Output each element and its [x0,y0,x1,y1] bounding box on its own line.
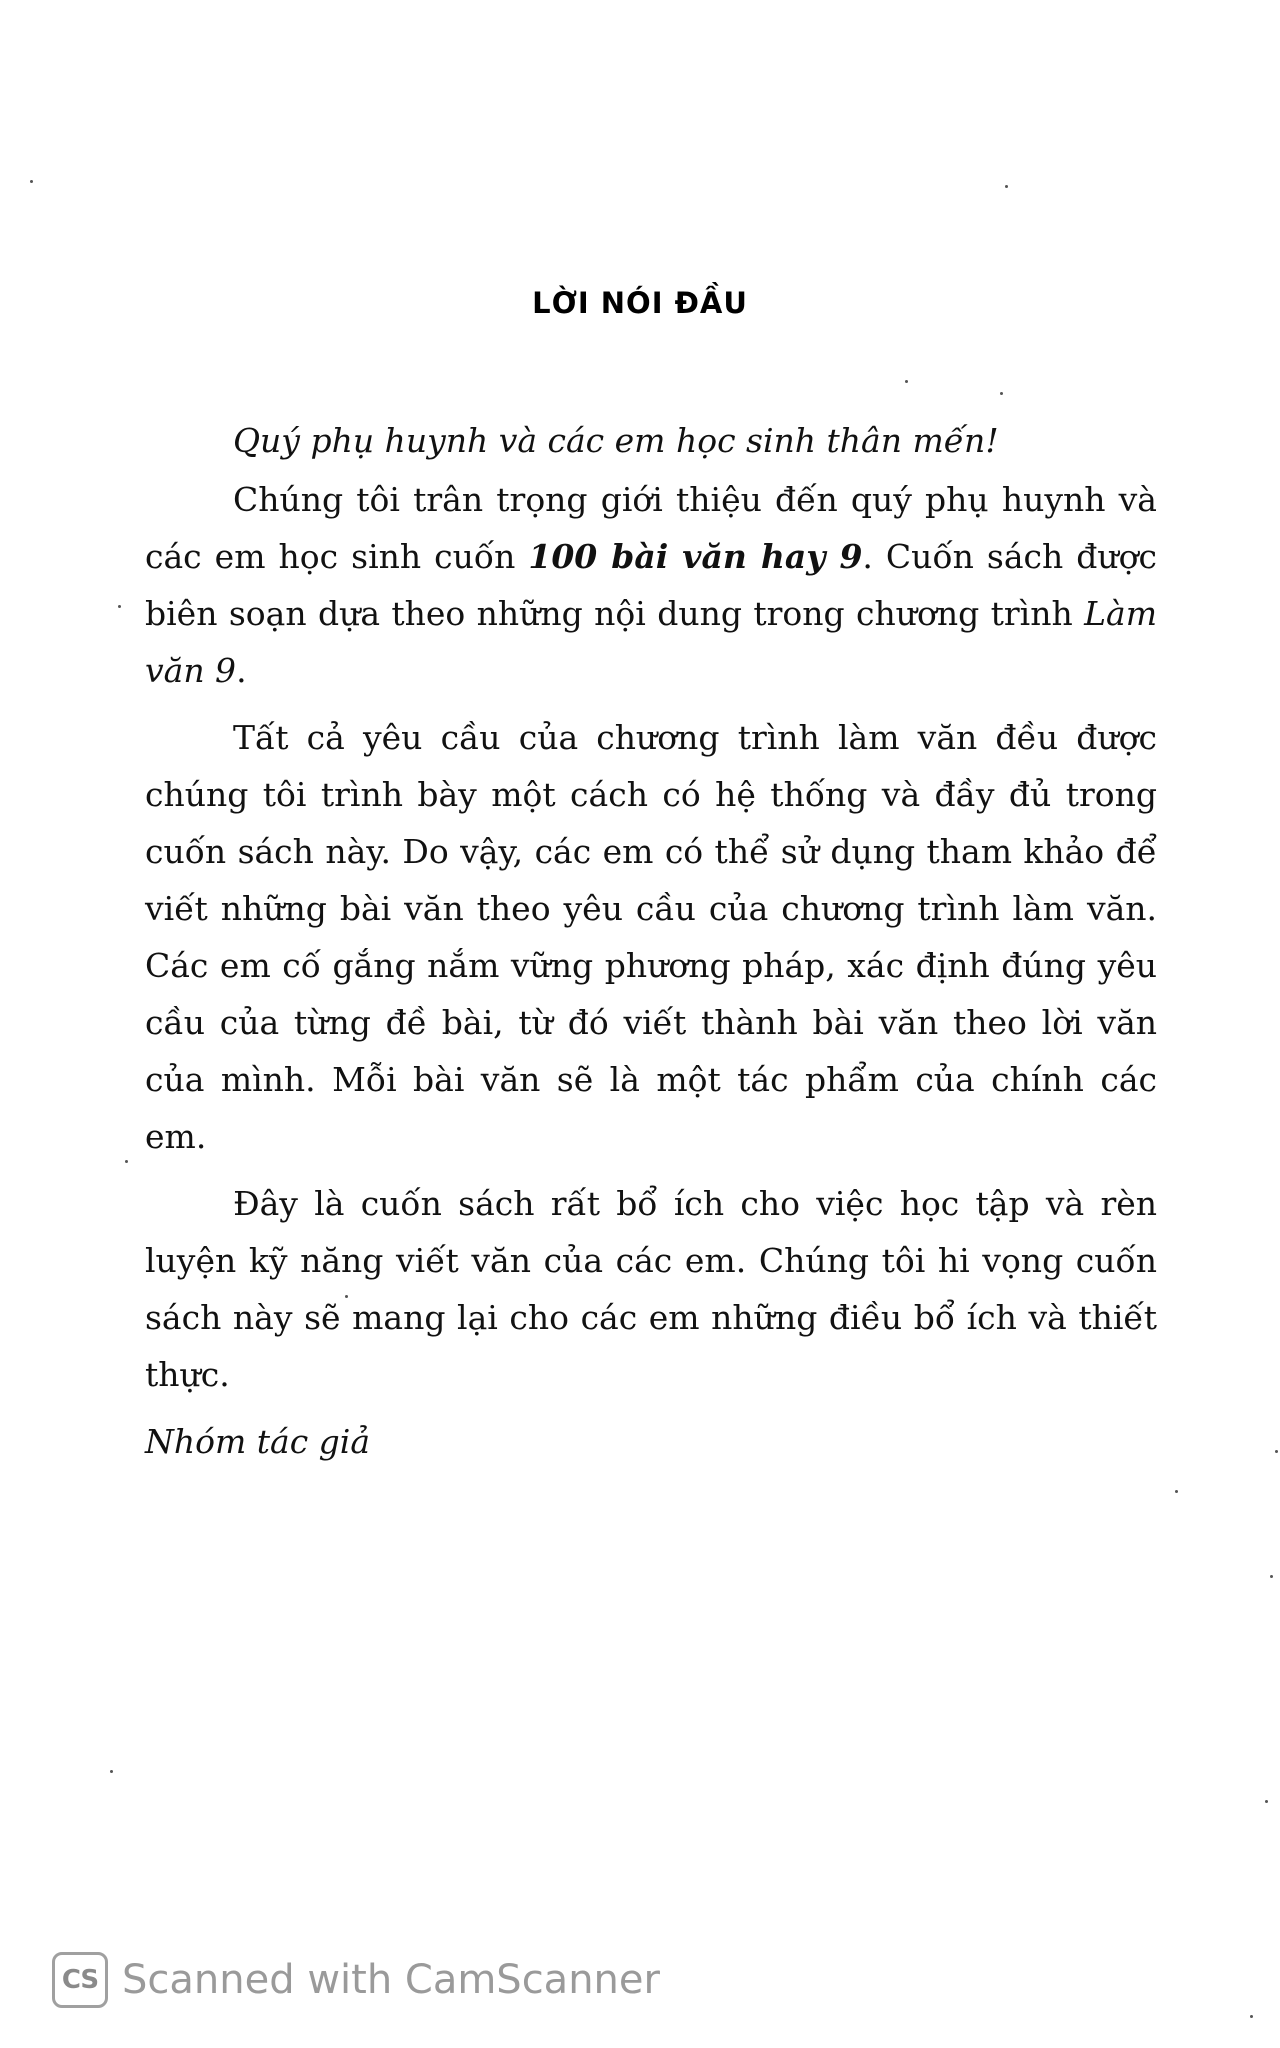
scan-speck [345,1295,348,1298]
scan-speck [1265,1800,1268,1803]
paragraph-intro [145,471,1157,699]
camscanner-logo-icon: CS [52,1952,108,2008]
paragraph-closing: Đây là cuốn sách rất bổ ích cho việc học tập và rèn luyện kỹ năng viết văn của các em. Chúng tôi hi vọng cuốn sách này sẽ mang lại cho các em những điều bổ ích và thiết thực. [145,1184,1157,1394]
intro-text-before: Chúng tôi trân trọng giới thiệu đến quý phụ huynh và các em học sinh cuốn [145,480,1157,576]
book-title: 100 bài văn hay 9 [528,537,863,576]
intro-text-after: . [236,651,247,690]
scan-speck [905,380,908,383]
scan-speck [1270,1575,1273,1578]
scan-speck [118,605,121,608]
intro-text-middle: . Cuốn sách được biên soạn dựa theo những nội dung trong chương trình [145,537,1158,633]
watermark-text: Scanned with CamScanner [122,1957,660,2003]
scan-speck [1005,185,1008,188]
author-signature: Nhóm tác giả [145,1422,371,1461]
scan-speck [30,180,33,183]
scan-speck [1250,2015,1253,2018]
scan-speck [1175,1490,1178,1493]
scan-speck [1000,392,1003,395]
camscanner-watermark [52,1948,660,2012]
preface-body [145,412,1157,1480]
greeting-line: Quý phụ huynh và các em học sinh thân mến! [233,421,999,460]
scan-speck [1275,1450,1278,1453]
paragraph-content: Tất cả yêu cầu của chương trình làm văn đều được chúng tôi trình bày một cách có hệ thống và đầy đủ trong cuốn sách này. Do vậy, các em có thể sử dụng tham khảo để viết những bài văn theo yêu cầu của chương trình làm văn. Các em cố gắng nắm vững phương pháp, xác định đúng yêu cầu của từng đề bài, từ đó viết thành bài văn theo lời văn của mình. Mỗi bài văn sẽ là một tác phẩm của chính các em. [145,718,1157,1156]
scan-speck [110,1770,113,1773]
scan-speck [125,1160,128,1163]
program-name: Làm văn 9 [145,594,1157,690]
page-heading: LỜI NÓI ĐẦU [532,286,748,320]
